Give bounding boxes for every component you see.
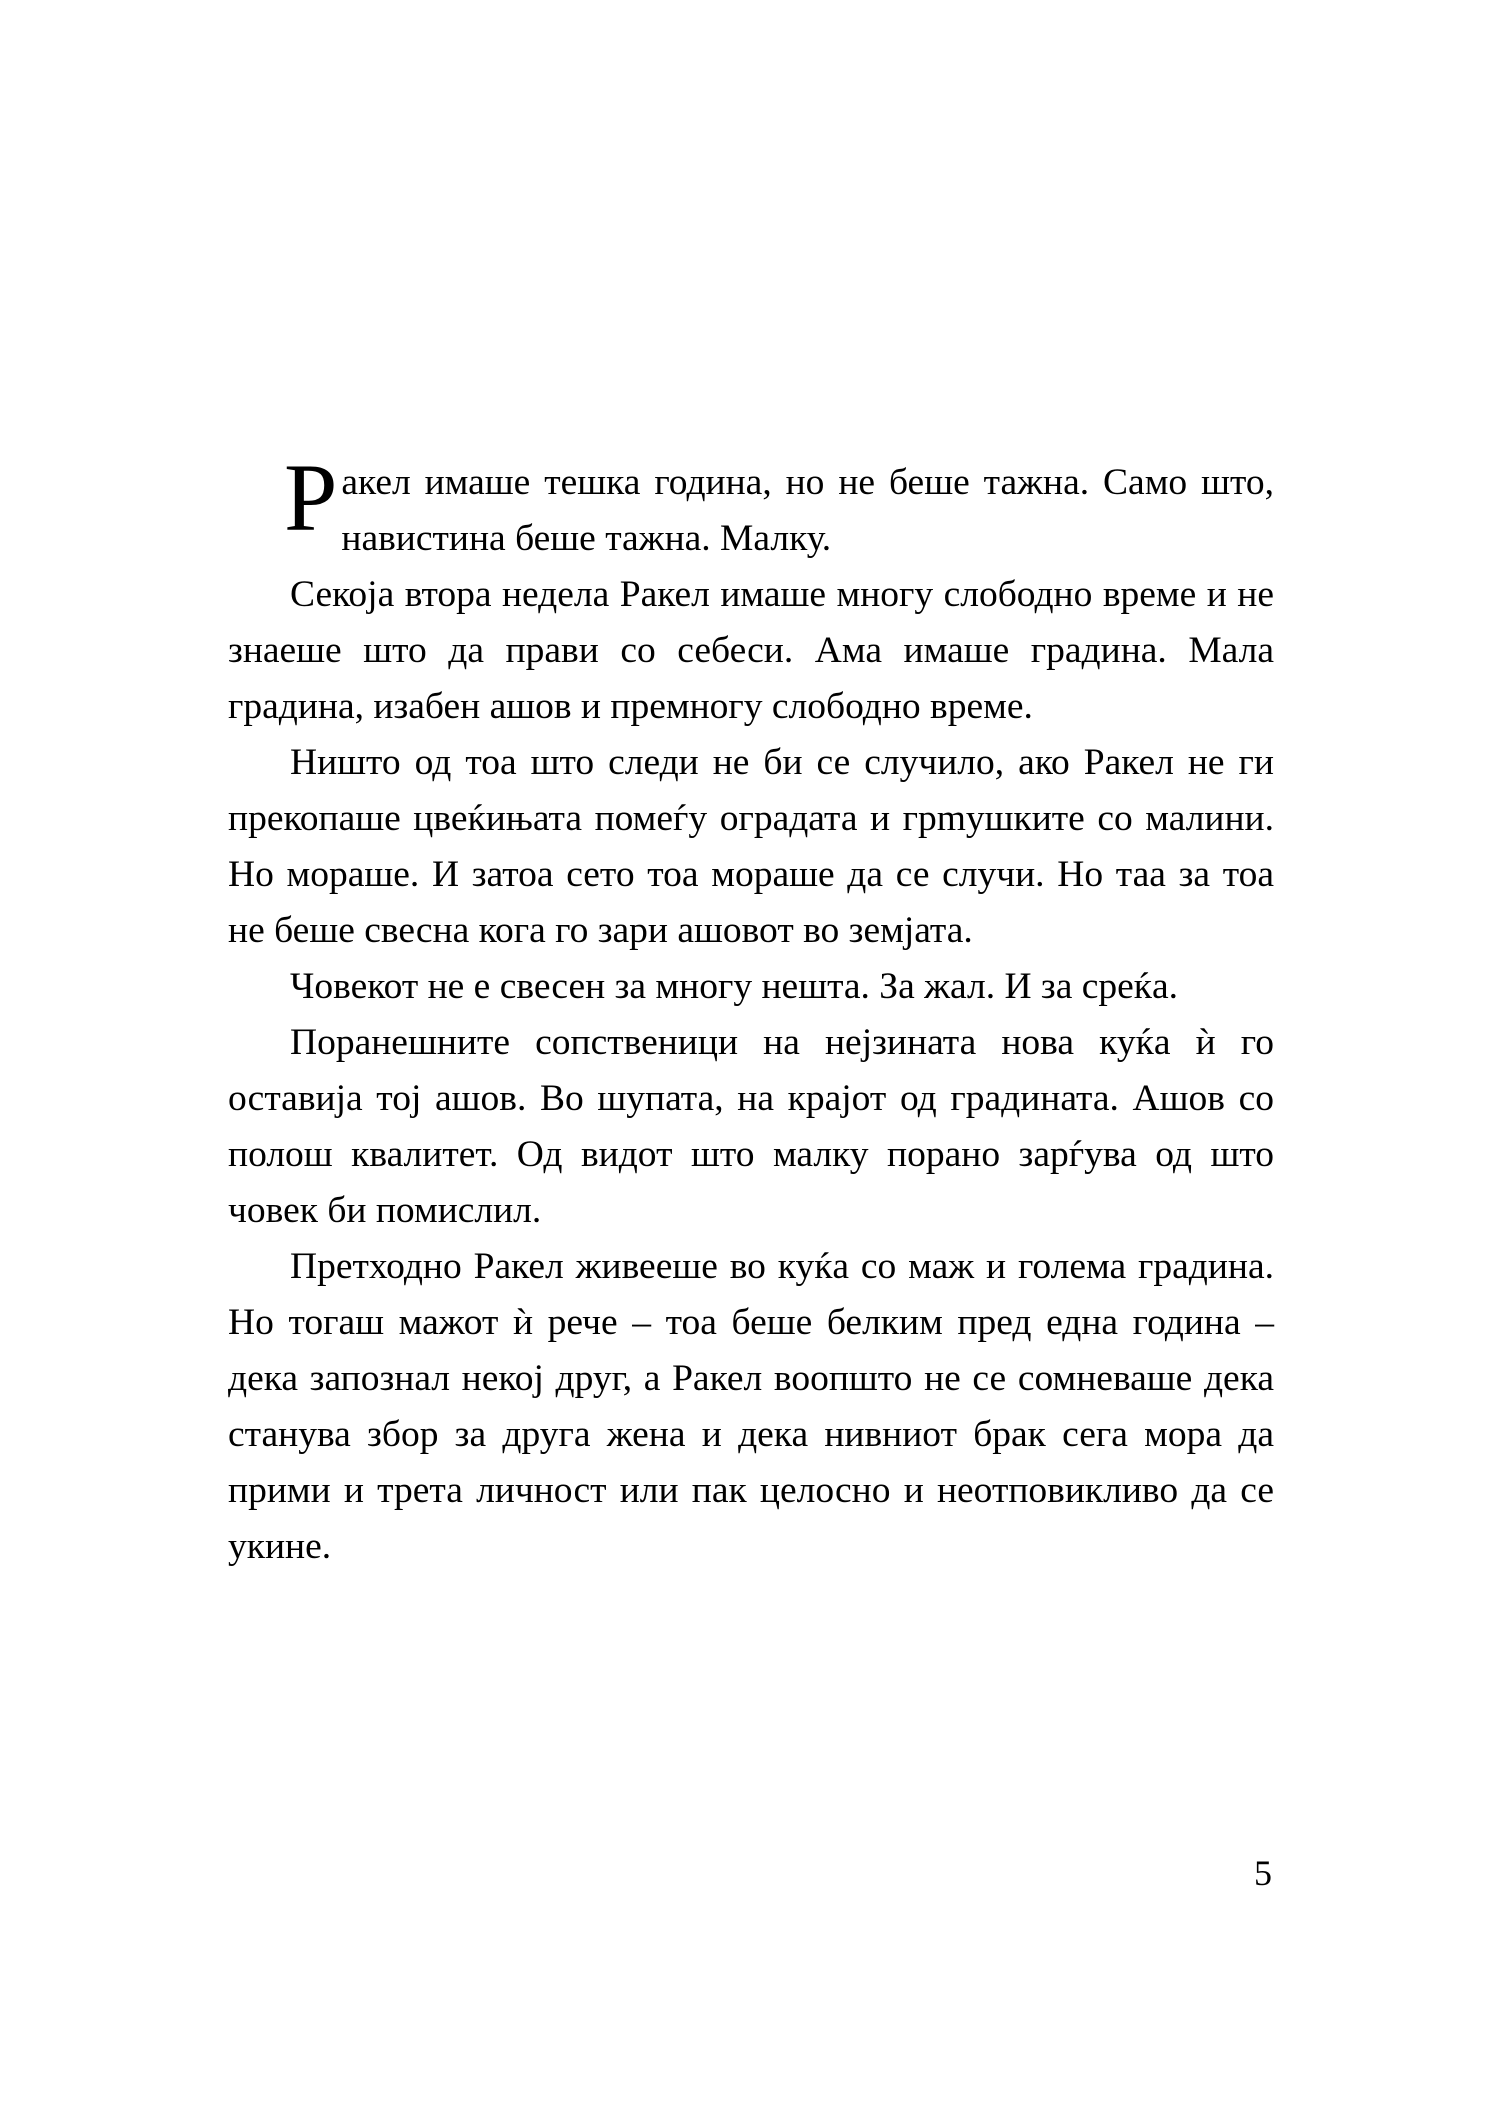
page-number: 5 <box>1254 1853 1272 1893</box>
paragraph-5: Поранешните сопственици на нејзината нова куќа ѝ го оставија тој ашов. Во шупата, на крајот од градината. Ашов со полош квалитет. Од видот што малку порано зарѓува од што човек би помислил. <box>228 1022 1274 1231</box>
paragraph-3: Ништо од тоа што следи не би се случило, ако Ракел не ги прекопаше цвеќињата помеѓу оградата и грmушките со малини. Но мораше. И затоа сето тоа мораше да се случи. Но таа за тоа не беше свесна кога го зари ашовот во земјата. <box>228 742 1274 951</box>
paragraph-1 <box>228 444 1274 567</box>
paragraph-2: Секоја втора недела Ракел имаше многу слободно време и не знаеше што да прави со себеси. Ама имаше градина. Мала градина, изабен ашов и премногу слободно време. <box>228 574 1274 727</box>
paragraph-1-text: акел имаше тешка година, но не беше тажна. Само што, навистина беше тажна. Малку. <box>341 462 1274 559</box>
paragraph-6: Претходно Ракел живееше во куќа со маж и голема градина. Но тогаш мажот ѝ рече – тоа беше белким пред една година – дека запознал некој друг, а Ракел воопшто не се сомневаше дека станува збор за друга жена и дека нивниот брак сега мора да прими и трета личност или пак целосно и неотповикливо да се укине. <box>228 1246 1274 1567</box>
paragraph-4: Човекот не е свесен за многу нешта. За жал. И за среќа. <box>290 966 1179 1007</box>
drop-cap-initial: Р <box>284 444 338 551</box>
page-text-block <box>228 444 1274 1575</box>
